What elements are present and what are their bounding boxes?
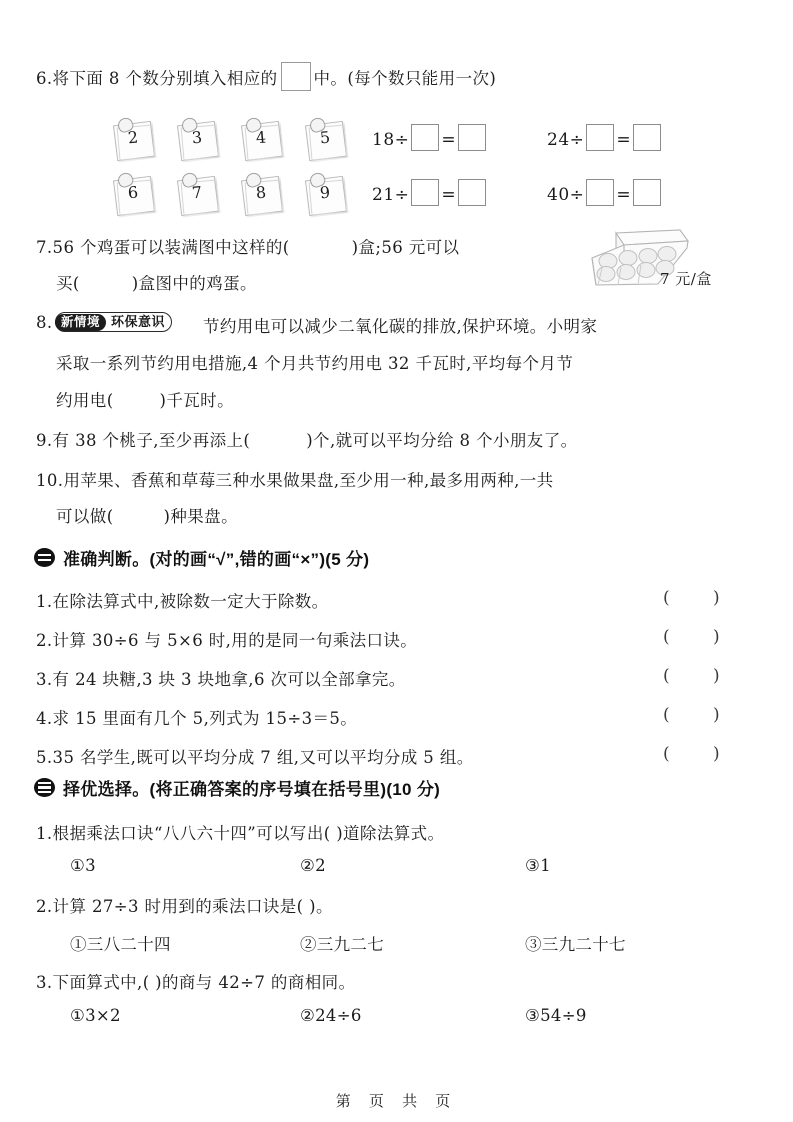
section-heading-choice — [34, 775, 440, 800]
answer-paren-open: ( — [663, 666, 670, 686]
true-false-item: 5.35 名学生,既可以平均分成 7 组,又可以平均分成 5 组。 — [36, 748, 474, 767]
answer-box[interactable] — [458, 179, 486, 206]
number-card[interactable] — [112, 117, 156, 159]
equals-operator: = — [441, 130, 457, 150]
answer-box[interactable] — [586, 179, 614, 206]
answer-paren-close[interactable]: ) — [713, 666, 720, 686]
answer-paren-close[interactable]: ) — [713, 705, 720, 725]
divide-operator: ÷ — [394, 130, 410, 150]
number-card[interactable] — [176, 172, 220, 214]
card-number: 5 — [319, 127, 331, 148]
number-card[interactable] — [304, 172, 348, 214]
answer-box[interactable] — [411, 124, 439, 151]
answer-paren-close[interactable]: ) — [713, 588, 720, 608]
question-10-text-a: 可以做( — [56, 507, 114, 526]
question-8-line-3 — [56, 387, 234, 411]
equation-dividend: 24 — [547, 130, 570, 150]
number-card[interactable] — [240, 172, 284, 214]
question-8-number: 8. — [36, 313, 53, 332]
card-number: 9 — [319, 182, 331, 203]
question-8-text-a: 约用电( — [56, 391, 114, 410]
section-title: 准确判断。(对的画“√”,错的画“×”)(5 分) — [63, 550, 370, 569]
true-false-item: 3.有 24 块糖,3 块 3 块地拿,6 次可以全部拿完。 — [36, 670, 406, 689]
answer-paren-close[interactable]: ) — [713, 627, 720, 647]
question-7-text-d: )盒图中的鸡蛋。 — [131, 274, 257, 293]
section-title: 择优选择。(将正确答案的序号填在括号里)(10 分) — [63, 780, 441, 799]
equals-operator: = — [616, 130, 632, 150]
equation-row — [547, 179, 663, 206]
question-7-text-c: 买( — [56, 274, 80, 293]
question-10-line-1: 10.用苹果、香蕉和草莓三种水果做果盘,至少用一种,最多用两种,一共 — [36, 471, 554, 490]
question-6-stem — [36, 62, 496, 91]
equation-dividend: 40 — [547, 185, 570, 205]
true-false-item: 2.计算 30÷6 与 5×6 时,用的是同一句乘法口诀。 — [36, 631, 418, 650]
choice-option[interactable]: ①三八二十四 — [70, 935, 171, 954]
divide-operator: ÷ — [394, 185, 410, 205]
answer-box[interactable] — [458, 124, 486, 151]
answer-paren-open: ( — [663, 705, 670, 725]
question-7-text-a: 7.56 个鸡蛋可以装满图中这样的( — [36, 238, 290, 257]
question-6-prefix: 6.将下面 8 个数分别填入相应的 — [36, 69, 278, 88]
card-number: 7 — [191, 182, 203, 203]
card-number: 2 — [127, 127, 139, 148]
question-6-suffix: 中。(每个数只能用一次) — [313, 69, 497, 88]
section-marker-two-icon — [34, 548, 55, 567]
choice-question-stem: 2.计算 27÷3 时用到的乘法口诀是( )。 — [36, 897, 333, 916]
choice-question-stem: 3.下面算式中,( )的商与 42÷7 的商相同。 — [36, 973, 356, 992]
answer-paren-close[interactable]: ) — [713, 744, 720, 764]
choice-question-stem: 1.根据乘法口诀“八八六十四”可以写出( )道除法算式。 — [36, 824, 445, 843]
equation-row — [372, 124, 488, 151]
page-footer: 第 页 共 页 — [335, 1093, 458, 1110]
divide-operator: ÷ — [569, 130, 585, 150]
price-label: 7 元/盒 — [660, 270, 712, 288]
number-card[interactable] — [112, 172, 156, 214]
card-number: 8 — [255, 182, 267, 203]
card-number: 6 — [127, 182, 139, 203]
answer-box[interactable] — [633, 124, 661, 151]
choice-option[interactable]: ③54÷9 — [525, 1006, 587, 1025]
choice-option[interactable]: ③1 — [525, 856, 551, 875]
choice-option[interactable]: ②三九二七 — [300, 935, 384, 954]
question-10-text-b: )种果盘。 — [163, 507, 238, 526]
number-card[interactable] — [240, 117, 284, 159]
question-9-text-a: 9.有 38 个桃子,至少再添上( — [36, 431, 251, 450]
choice-option[interactable]: ③三九二十七 — [525, 935, 626, 954]
choice-option[interactable]: ②2 — [300, 856, 326, 875]
answer-box[interactable] — [633, 179, 661, 206]
question-8-text-b: )千瓦时。 — [159, 391, 234, 410]
question-9 — [36, 427, 578, 451]
equals-operator: = — [441, 185, 457, 205]
choice-option[interactable]: ①3×2 — [70, 1006, 121, 1025]
question-10-line-2 — [56, 503, 238, 527]
question-8-line-2: 采取一系列节约用电措施,4 个月共节约用电 32 千瓦时,平均每个月节 — [56, 354, 574, 373]
number-card[interactable] — [176, 117, 220, 159]
question-7-line-2 — [56, 270, 257, 294]
equation-row — [372, 179, 488, 206]
answer-paren-open: ( — [663, 588, 670, 608]
equation-dividend: 18 — [372, 130, 395, 150]
badge-eco-awareness: 环保意识 — [111, 314, 166, 329]
equation-dividend: 21 — [372, 185, 395, 205]
true-false-item: 4.求 15 里面有几个 5,列式为 15÷3＝5。 — [36, 709, 358, 728]
badge-new-scenario: 新情境 — [55, 314, 106, 331]
answer-paren-open: ( — [663, 627, 670, 647]
question-8-line-1: 节约用电可以减少二氧化碳的排放,保护环境。小明家 — [203, 317, 598, 336]
question-7-line-1 — [36, 234, 459, 258]
answer-paren-open: ( — [663, 744, 670, 764]
divide-operator: ÷ — [569, 185, 585, 205]
equals-operator: = — [616, 185, 632, 205]
section-heading-true-false — [34, 545, 369, 570]
choice-option[interactable]: ②24÷6 — [300, 1006, 362, 1025]
card-number: 3 — [191, 127, 203, 148]
card-number: 4 — [255, 127, 267, 148]
choice-option[interactable]: ①3 — [70, 856, 96, 875]
number-card[interactable] — [304, 117, 348, 159]
answer-box[interactable] — [411, 179, 439, 206]
question-9-text-b: )个,就可以平均分给 8 个小朋友了。 — [306, 431, 578, 450]
answer-box[interactable] — [586, 124, 614, 151]
question-7-text-b: )盒;56 元可以 — [351, 238, 460, 257]
section-marker-three-icon — [34, 778, 55, 797]
true-false-item: 1.在除法算式中,被除数一定大于除数。 — [36, 592, 329, 611]
answer-box[interactable] — [281, 62, 311, 91]
equation-row — [547, 124, 663, 151]
question-8-badges — [55, 312, 172, 332]
